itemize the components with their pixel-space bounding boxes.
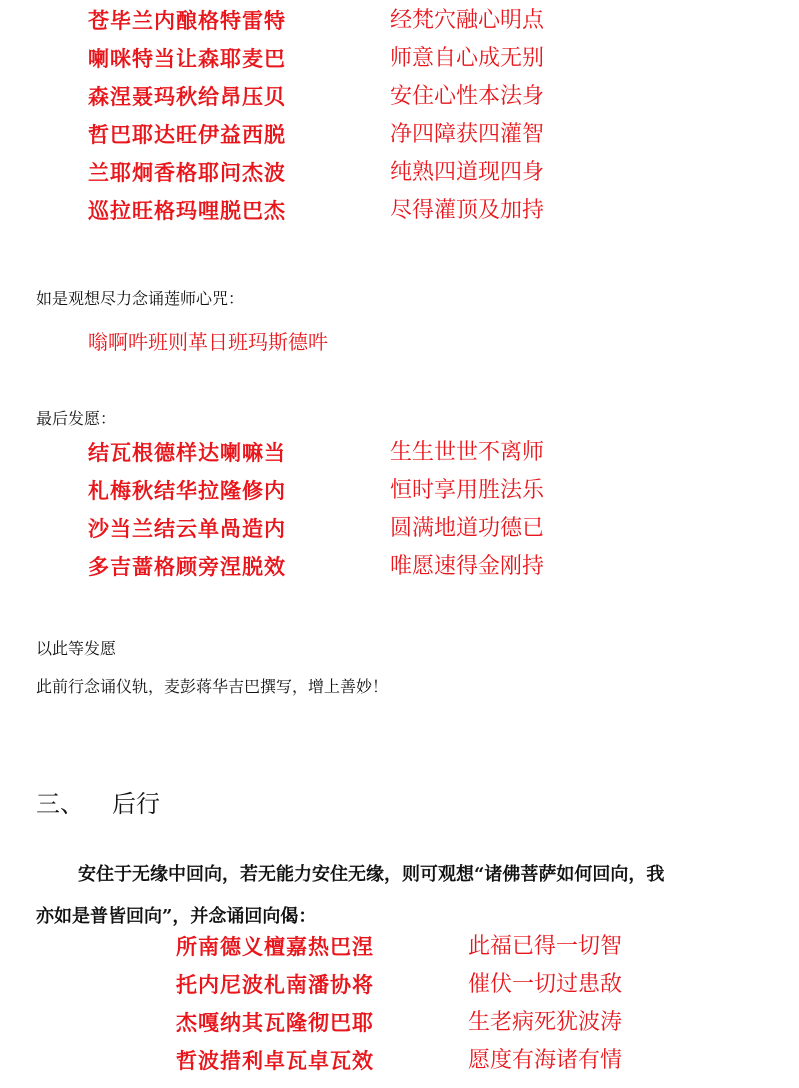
verse-line-right: 净四障获四灌智 — [390, 122, 545, 147]
verse-line-left: 结瓦根德样达喇嘛当 — [88, 440, 286, 465]
verse-line-right: 圆满地道功德已 — [390, 516, 545, 541]
verse-line-left: 森涅聂玛秋给昂压贝 — [88, 84, 286, 109]
verse-line-right: 生老病死犹波涛 — [468, 1010, 623, 1035]
verse-line-right: 纯熟四道现四身 — [390, 160, 545, 185]
verse-line-right: 愿度有海诸有情 — [468, 1048, 623, 1073]
verse-line-right: 此福已得一切智 — [468, 934, 623, 959]
verse-line-left: 哲巴耶达旺伊益西脱 — [88, 122, 286, 147]
verse-line-left: 苍毕兰内酿格特雷特 — [88, 8, 286, 33]
verse-line-right: 师意自心成无别 — [390, 46, 545, 71]
verse-line-right: 经梵穴融心明点 — [390, 8, 545, 33]
section-title: 后行 — [112, 790, 160, 818]
verse-line-left: 巡拉旺格玛哩脱巴杰 — [88, 198, 286, 223]
verse-line-right: 催伏一切过患敌 — [468, 972, 623, 997]
verse-line-left: 多吉蔷格顾旁涅脱效 — [88, 554, 286, 579]
verse-line-left: 兰耶炯香格耶问杰波 — [88, 160, 286, 185]
verse-line-left: 哲波措利卓瓦卓瓦效 — [176, 1048, 374, 1073]
vow-intro: 最后发愿： — [36, 409, 117, 428]
colophon: 此前行念诵仪轨，麦彭蒋华吉巴撰写，增上善妙！ — [36, 677, 389, 696]
paragraph-line-2: 亦如是普皆回向”，并念诵回向偈： — [36, 906, 317, 927]
verse-line-left: 所南德义檀嘉热巴涅 — [176, 934, 374, 959]
verse-line-left: 杰嘎纳其瓦隆彻巴耶 — [176, 1010, 374, 1035]
paragraph-line-1: 安住于无缘中回向，若无能力安住无缘，则可观想“诸佛菩萨如何回向，我 — [78, 864, 665, 885]
verse-line-right: 生生世世不离师 — [390, 440, 545, 465]
verse-line-left: 喇咪特当让森耶麦巴 — [88, 46, 286, 71]
verse-line-right: 唯愿速得金刚持 — [390, 554, 545, 579]
verse-line-left: 札梅秋结华拉隆修内 — [88, 478, 286, 503]
vow-close: 以此等发愿 — [36, 639, 117, 658]
verse-line-left: 沙当兰结云单咼造内 — [88, 516, 286, 541]
mantra-text: 嗡啊吽班则革日班玛斯德吽 — [88, 330, 328, 354]
mantra-intro: 如是观想尽力念诵莲师心咒： — [36, 289, 245, 308]
verse-line-right: 尽得灌顶及加持 — [390, 198, 545, 223]
section-number: 三、 — [36, 790, 84, 818]
verse-line-right: 恒时享用胜法乐 — [390, 478, 545, 503]
verse-line-right: 安住心性本法身 — [390, 84, 545, 109]
verse-line-left: 托内尼波札南潘协将 — [176, 972, 374, 997]
